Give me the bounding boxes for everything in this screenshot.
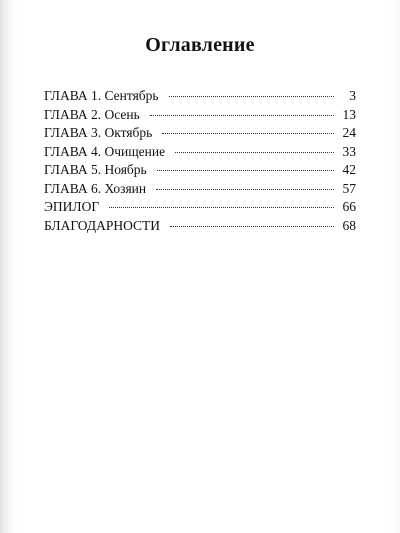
toc-entry-page-number: 42 bbox=[342, 162, 356, 177]
toc-entry-label: ГЛАВА 3. Октябрь bbox=[44, 125, 153, 140]
toc-entry bbox=[44, 143, 356, 162]
dot-leader bbox=[162, 133, 334, 134]
page-title: Оглавление bbox=[145, 34, 255, 56]
toc-entry-page-number: 66 bbox=[342, 199, 356, 214]
toc-entry-page-number: 24 bbox=[342, 125, 356, 140]
toc-entry-label: БЛАГОДАРНОСТИ bbox=[44, 217, 160, 233]
toc-entry-label: ГЛАВА 5. Ноябрь bbox=[44, 162, 147, 177]
dot-leader bbox=[175, 152, 334, 153]
toc-entry-page-number: 33 bbox=[342, 143, 356, 159]
toc-entry-label: ГЛАВА 1. Сентябрь bbox=[44, 88, 159, 103]
dot-leader bbox=[156, 189, 334, 190]
toc-entry bbox=[44, 198, 356, 217]
dot-leader bbox=[150, 115, 334, 116]
table-of-contents bbox=[44, 87, 356, 235]
toc-entry-label: ГЛАВА 4. Очищение bbox=[44, 143, 166, 159]
toc-entry-label: ГЛАВА 6. Хозяин bbox=[44, 180, 147, 196]
toc-entry bbox=[44, 106, 356, 125]
toc-entry-label: ЭПИЛОГ bbox=[44, 199, 100, 214]
toc-entry bbox=[44, 87, 356, 106]
dot-leader bbox=[170, 226, 334, 227]
toc-entry-label: ГЛАВА 2. Осень bbox=[44, 106, 140, 122]
toc-entry bbox=[44, 217, 356, 236]
dot-leader bbox=[109, 207, 334, 208]
dot-leader bbox=[169, 96, 334, 97]
dot-leader bbox=[157, 170, 334, 171]
toc-entry-page-number: 13 bbox=[342, 106, 356, 122]
toc-entry-page-number: 68 bbox=[342, 217, 356, 233]
toc-entry-page-number: 57 bbox=[342, 180, 356, 196]
toc-entry-page-number: 3 bbox=[349, 88, 356, 103]
toc-entry bbox=[44, 161, 356, 180]
toc-entry bbox=[44, 180, 356, 199]
toc-entry bbox=[44, 124, 356, 143]
